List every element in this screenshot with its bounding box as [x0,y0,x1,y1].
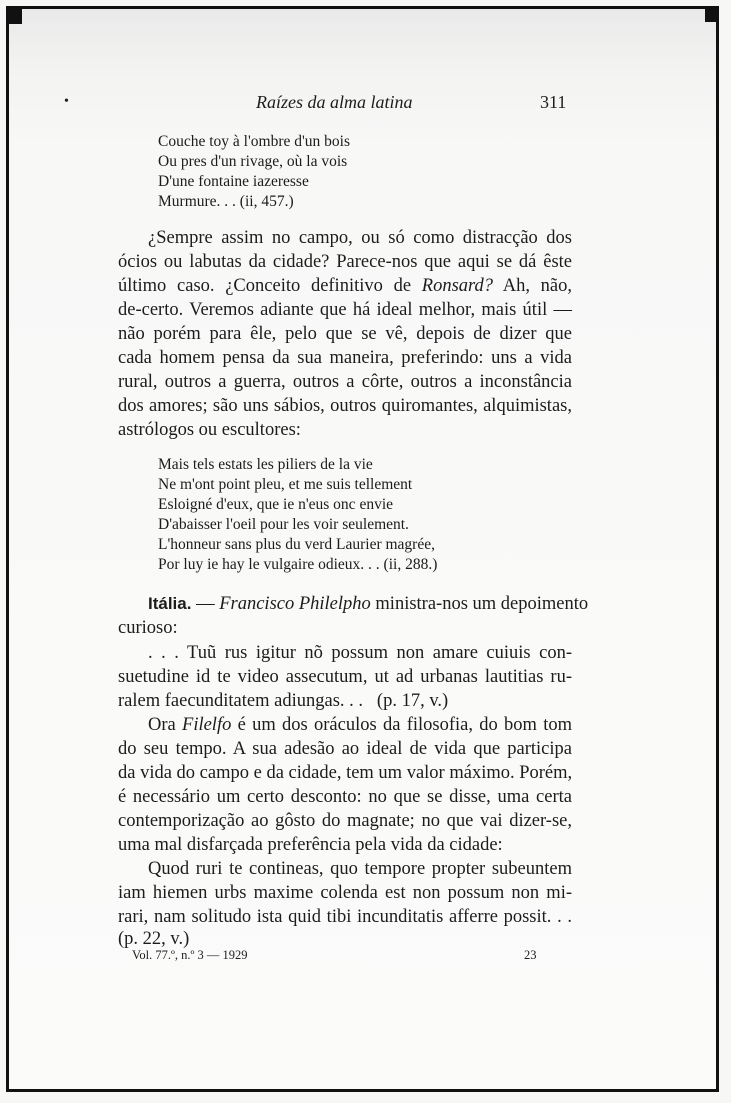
verse-line: Ne m'ont point pleu, et me suis tellement [158,476,413,493]
body-line: de-certo. Veremos adiante que há ideal melhor, mais útil — [118,300,572,320]
body-line: ¿Sempre assim no campo, ou só como distracção dos [148,228,572,248]
citation: (p. 22, v.) [118,929,190,949]
body-line: da vida do campo e da cidade, tem um valor máximo. Porém, [118,763,573,783]
body-text: último caso. ¿Conceito definitivo de [118,276,412,296]
body-line [118,276,572,297]
quote-line [118,691,572,712]
verse-line: Mais tels estats les piliers de la vie [158,456,373,473]
body-line: do seu tempo. A sua adesão ao ideal de vida que participa [118,739,572,759]
body-line: astrólogos ou escultores: [118,420,301,440]
quote-line: Quod ruri te contineas, quo tempore propter subeuntem [148,859,572,879]
body-line: é necessário um certo desconto: no que se disse, uma certa [118,787,572,807]
section-heading: Itália. [148,594,192,613]
page-number: 311 [540,92,567,112]
body-text: ralem faecunditatem adiungas. . . [118,691,364,711]
body-line: rural, outros a guerra, outros a côrte, outros a inconstância [118,372,572,392]
body-line: dos amores; são uns sábios, outros quiromantes, alquimistas, [118,396,572,416]
quote-line: iam hiemen urbs maxime colenda est non possum non mi- [118,883,572,903]
italic-name: Ronsard? [421,276,494,296]
section-heading-line [148,594,589,615]
running-header [0,92,731,116]
verse-line: L'honneur sans plus du verd Laurier magrée, [158,536,435,553]
body-text: ministra-nos um depoimento [370,594,589,614]
verse-line: Couche toy à l'ombre d'un bois [158,133,350,150]
body-line: cada homem pensa da sua maneira, preferindo: uns a vida [118,348,572,368]
italic-name: Francisco Philelpho [219,594,371,614]
running-title: Raízes da alma latina [256,92,413,112]
scan-corner-mark [6,6,22,24]
footer-volume: Vol. 77.º, n.º 3 — 1929 [132,948,248,962]
citation: (p. 17, v.) [376,691,449,711]
body-line: não porém para êle, pelo que se vê, depois de dizer que [118,324,572,344]
verse-line: D'abaisser l'oeil pour les voir seulement. [158,516,409,533]
quote-line: rari, nam solitudo ista quid tibi incunditatis afferre possit. . . [118,907,572,927]
verse-line: Murmure. . . (ii, 457.) [158,193,294,210]
body-line: contemporização ao gôsto do magnate; no que vai dizer-se, [118,811,572,831]
verse-line: Esloigné d'eux, que ie n'eus onc envie [158,496,394,513]
header-dot: • [64,94,69,109]
body-text: Ora [148,715,176,735]
body-text: Ah, não, [502,276,573,296]
dash: — [191,594,220,614]
body-text: é um dos oráculos da filosofia, do bom tom [237,715,572,735]
body-line: uma mal disfarçada preferência pela vida da cidade: [118,835,503,855]
italic-name: Filelfo [182,715,232,735]
verse-line: Por luy ie hay le vulgaire odieux. . . (ii, 288.) [158,556,438,573]
quote-line: suetudine id te video assecutum, ut ad urbanas lautitias ru- [118,667,572,687]
scan-corner-mark [705,6,719,22]
body-line: ócios ou labutas da cidade? Parece-nos que aqui se dá êste [118,252,572,272]
signature-number: 23 [524,948,537,962]
verse-line: Ou pres d'un rivage, où la vois [158,153,348,170]
quote-line: . . . Tuũ rus igitur nõ possum non amare cuiuis con- [148,643,572,663]
body-line: curioso: [118,618,178,638]
verse-line: D'une fontaine iazeresse [158,173,309,190]
body-line [148,715,572,736]
